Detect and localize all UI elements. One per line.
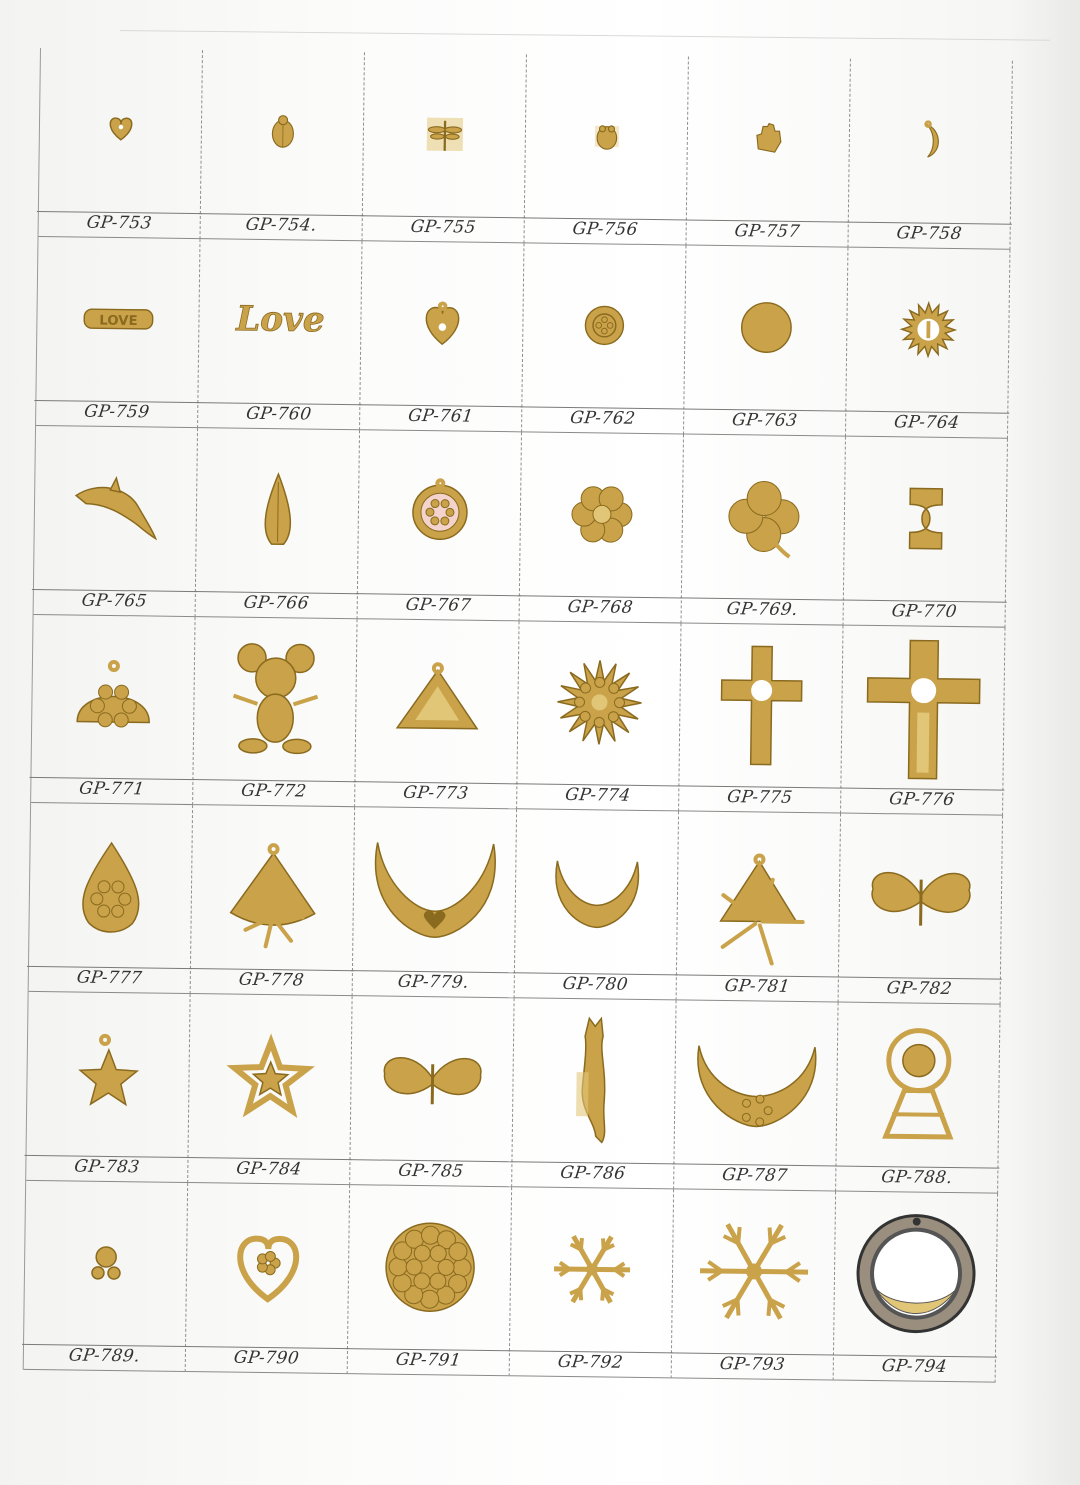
charm-image-area xyxy=(193,617,356,781)
catalog-cell xyxy=(201,50,365,241)
small-snowflake-charm-icon xyxy=(521,1198,663,1340)
charm-image-area xyxy=(510,1187,673,1351)
catalog-cell xyxy=(684,245,848,436)
dolphin-charm-icon xyxy=(45,437,187,579)
item-code-label: GP-787 xyxy=(721,1165,789,1187)
item-code-label: GP-770 xyxy=(890,600,959,622)
charm-image-area xyxy=(348,1185,511,1349)
catalog-cell xyxy=(39,48,203,239)
catalog-cell xyxy=(522,243,686,434)
charm-image-area xyxy=(679,623,842,787)
catalog-cell xyxy=(191,805,355,996)
catalog-cell xyxy=(677,812,841,1003)
item-code-label: GP-758 xyxy=(895,223,964,244)
item-code-label: GP-757 xyxy=(733,220,802,242)
catalog-cell xyxy=(350,996,514,1187)
round-lace-medallion-icon xyxy=(359,1196,501,1338)
round-filigree-charm-icon xyxy=(369,441,511,583)
beetle-charm-icon xyxy=(212,61,354,203)
item-code-label: GP-794 xyxy=(880,1356,949,1377)
teardrop-leaf-charm-icon xyxy=(207,439,349,581)
engraved-coin-charm-icon xyxy=(695,256,837,398)
sheet-top-line xyxy=(120,30,1050,41)
charm-image-area xyxy=(31,615,194,779)
catalog-cell xyxy=(515,810,679,1001)
charm-image-area xyxy=(189,994,352,1158)
frog-charm-icon xyxy=(535,65,677,207)
charm-image-area xyxy=(674,1001,837,1165)
love-script-charm-icon xyxy=(209,250,351,392)
charm-image-area xyxy=(353,808,516,972)
page-shadow xyxy=(1010,0,1080,1485)
charm-image-area xyxy=(684,245,847,409)
catalog-cell xyxy=(839,814,1003,1005)
charm-image-area xyxy=(358,430,521,594)
catalog-cell xyxy=(520,432,684,623)
charm-image-area xyxy=(844,436,1007,600)
item-code-label: GP-790 xyxy=(232,1347,301,1369)
catalog-cell xyxy=(31,615,195,806)
crescent-moon-charm-icon xyxy=(859,70,1001,212)
item-code-label: GP-789. xyxy=(67,1345,142,1367)
item-code-label: GP-773 xyxy=(402,783,470,805)
large-snowflake-charm-icon xyxy=(683,1201,825,1343)
catalog-cell xyxy=(353,808,517,999)
charm-image-area xyxy=(677,812,840,976)
catalog-cell xyxy=(355,619,519,810)
item-code-label: GP-788. xyxy=(880,1167,954,1189)
charm-image-area xyxy=(191,805,354,969)
catalog-cell xyxy=(674,1001,838,1192)
small-cross-charm-icon xyxy=(690,634,832,776)
item-code-label: GP-769. xyxy=(725,598,800,620)
charm-image-area xyxy=(39,48,202,212)
item-code-label: GP-782 xyxy=(885,978,954,1000)
flower-charm-icon xyxy=(531,443,673,585)
item-code-label: GP-776 xyxy=(888,789,956,811)
catalog-cell xyxy=(34,426,198,617)
catalog-cell xyxy=(193,617,357,808)
item-code-label: GP-756 xyxy=(571,218,640,240)
charm-image-area xyxy=(350,996,513,1160)
item-code-label: GP-774 xyxy=(564,785,632,807)
charm-image-area xyxy=(672,1190,835,1354)
item-code-label: GP-786 xyxy=(559,1163,627,1184)
item-code-label: GP-764 xyxy=(892,411,961,433)
charm-image-area xyxy=(201,50,364,214)
catalog-cell xyxy=(24,1181,188,1372)
catalog-cell xyxy=(686,56,850,247)
round-disc-charm-icon xyxy=(533,254,675,396)
charm-image-area xyxy=(196,428,359,592)
charm-image-area xyxy=(27,992,190,1156)
item-code-label: GP-780 xyxy=(561,974,630,996)
svg-text:LOVE: LOVE xyxy=(98,313,138,329)
catalog-cell xyxy=(836,1003,1000,1194)
catalog-cell xyxy=(512,999,676,1190)
teardrop-filigree-charm-icon xyxy=(40,814,182,956)
charm-image-area xyxy=(525,54,688,218)
star-charm-icon xyxy=(37,1003,179,1145)
catalog-cell xyxy=(360,241,524,432)
item-code-label: GP-778 xyxy=(237,969,306,991)
butterfly-filigree-charm-icon xyxy=(850,825,992,967)
ornate-round-frame-icon xyxy=(845,1203,987,1345)
item-code-label: GP-768 xyxy=(566,596,635,618)
tower-filigree-charm-icon xyxy=(847,1014,989,1156)
catalog-cell xyxy=(188,994,352,1185)
charm-image-area xyxy=(360,241,523,405)
catalog-cell xyxy=(198,239,362,430)
charm-image-area xyxy=(29,803,192,967)
cat-charm-icon xyxy=(523,1010,665,1152)
charm-image-area xyxy=(355,619,518,783)
charm-image-area xyxy=(186,1183,349,1347)
heart-flower-charm-icon xyxy=(197,1194,339,1336)
fan-filigree-charm-icon xyxy=(42,626,184,768)
item-code-label: GP-777 xyxy=(75,967,144,989)
catalog-cell xyxy=(834,1192,998,1383)
item-code-label: GP-792 xyxy=(556,1351,625,1373)
outline-star-charm-icon xyxy=(199,1005,341,1147)
fan-charm-icon xyxy=(202,817,344,959)
item-code-label: GP-765 xyxy=(80,590,149,611)
catalog-cell xyxy=(186,1183,350,1374)
small-crescent-filigree-icon xyxy=(526,821,668,963)
item-code-label: GP-779. xyxy=(396,972,471,993)
item-code-label: GP-763 xyxy=(730,409,799,431)
item-code-label: GP-759 xyxy=(83,401,151,423)
catalog-cell xyxy=(363,52,527,243)
charm-image-area xyxy=(36,237,199,401)
dragonfly-charm-icon xyxy=(373,63,515,205)
item-code-label: GP-772 xyxy=(240,781,308,802)
item-code-label: GP-761 xyxy=(407,405,475,427)
crescent-lace-charm-icon xyxy=(685,1012,827,1154)
item-code-label: GP-783 xyxy=(73,1156,141,1178)
item-code-label: GP-755 xyxy=(409,216,478,238)
item-code-label: GP-791 xyxy=(394,1349,463,1371)
sun-charm-icon xyxy=(857,259,999,401)
item-code-label: GP-781 xyxy=(723,976,792,998)
charm-image-area xyxy=(846,247,1009,411)
scroll-connector-charm-icon xyxy=(855,447,997,589)
small-heart-charm-icon xyxy=(50,59,192,201)
pyramid-filigree-charm-icon xyxy=(688,823,830,965)
catalog-cell xyxy=(672,1190,836,1381)
item-code-label: GP-753 xyxy=(85,212,154,234)
charm-image-area xyxy=(34,426,197,590)
triangle-filigree-charm-icon xyxy=(366,630,508,772)
charm-image-area xyxy=(839,814,1002,978)
charm-image-area xyxy=(24,1181,187,1345)
catalog-cell xyxy=(517,621,681,812)
large-crescent-filigree-icon xyxy=(364,819,506,961)
charm-catalog-grid xyxy=(23,48,1013,1383)
charm-image-area xyxy=(834,1192,997,1356)
charm-image-area xyxy=(687,56,850,220)
butterfly-charm-icon xyxy=(361,1008,503,1150)
large-cross-charm-icon xyxy=(852,636,994,778)
catalog-cell xyxy=(348,1185,512,1376)
catalog-cell xyxy=(29,803,193,994)
hand-charm-icon xyxy=(697,68,839,210)
charm-image-area xyxy=(517,621,680,785)
item-code-label: GP-771 xyxy=(78,779,146,800)
catalog-cell xyxy=(682,434,846,625)
item-code-label: GP-760 xyxy=(245,403,313,425)
catalog-cell xyxy=(196,428,360,619)
catalog-cell xyxy=(844,436,1008,627)
catalog-cell xyxy=(26,992,190,1183)
catalog-cell xyxy=(36,237,200,428)
charm-image-area xyxy=(363,52,526,216)
charm-image-area xyxy=(836,1003,999,1167)
item-code-label: GP-754. xyxy=(244,214,319,236)
charm-image-area xyxy=(515,810,678,974)
charm-image-area xyxy=(849,59,1012,223)
mouse-cartoon-charm-icon xyxy=(204,628,346,770)
item-code-label: GP-762 xyxy=(568,407,637,429)
charm-image-area xyxy=(682,434,845,598)
starburst-filigree-charm-icon xyxy=(528,632,670,774)
item-code-label: GP-785 xyxy=(397,1160,465,1182)
love-word-plate-icon xyxy=(47,248,189,390)
heart-charm-icon xyxy=(371,252,513,394)
catalog-cell xyxy=(679,623,843,814)
charm-image-area xyxy=(841,625,1004,789)
charm-image-area xyxy=(198,239,361,403)
catalog-cell xyxy=(510,1187,674,1378)
four-leaf-clover-charm-icon xyxy=(693,445,835,587)
item-code-label: GP-775 xyxy=(726,787,794,809)
catalog-cell xyxy=(848,59,1012,250)
svg-text:Love: Love xyxy=(235,298,325,341)
item-code-label: GP-784 xyxy=(235,1158,303,1180)
charm-image-area xyxy=(512,999,675,1163)
catalog-cell xyxy=(841,625,1005,816)
item-code-label: GP-766 xyxy=(242,592,311,614)
item-code-label: GP-793 xyxy=(718,1354,787,1375)
tiny-cluster-charm-icon xyxy=(35,1192,177,1334)
charm-image-area xyxy=(520,432,683,596)
catalog-cell xyxy=(358,430,522,621)
charm-image-area xyxy=(522,243,685,407)
catalog-cell xyxy=(524,54,688,245)
item-code-label: GP-767 xyxy=(404,594,473,616)
catalog-cell xyxy=(846,247,1010,438)
